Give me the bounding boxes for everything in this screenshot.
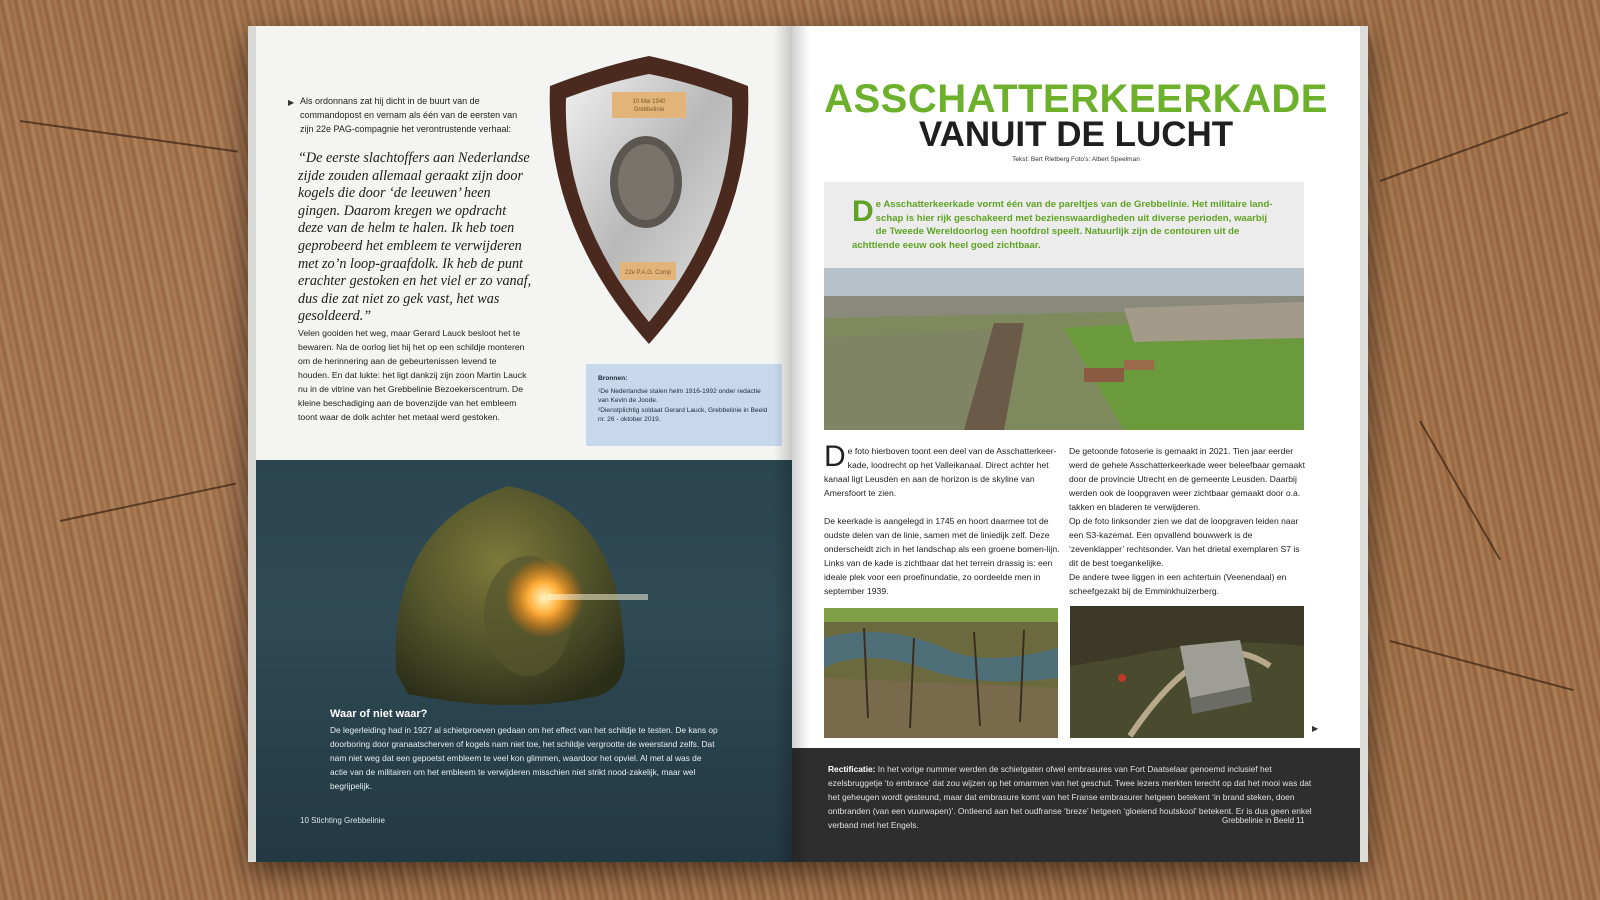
left-page <box>248 26 792 862</box>
wood-crack <box>1390 640 1574 691</box>
bullet-triangle-icon: ▶ <box>288 98 295 107</box>
title-line-2: VANUIT DE LUCHT <box>918 115 1234 154</box>
magazine-spread <box>248 26 1368 862</box>
helmet-image <box>368 466 648 726</box>
right-page <box>792 26 1368 862</box>
page-number-left: 10 Stichting Grebbelinie <box>300 816 385 825</box>
title-line-1: ASSCHATTERKEERKADE <box>824 77 1328 121</box>
sources-heading: Bronnen: <box>598 375 628 382</box>
column-a-paragraph-2: De keerkade is aangelegd in 1745 en hoort daarmee tot de oudste delen van de linie, samen met de liniedijk zelf. Deze onderscheidt zich in het landschap als een groene bomen-lijn. Links van de kade is zichtbaar dat het terrein drassig is: een ideale plek voor een proefinundatie, zo oordeelde men in september 1939. <box>824 516 1060 596</box>
svg-text:22e P.A.G. Comp: 22e P.A.G. Comp <box>624 270 672 276</box>
column-b <box>1069 444 1305 598</box>
rectification-text: Rectificatie: In het vorige nummer werden de schietgaten ofwel embrasures van Fort Daatselaar genoemd inclusief het ezelsbruggetje ‘to embrace’ dat zou wijzen op het omarmen van het geschut. Twee lezers merkten terecht op dat het mooi was dat het geheugen wordt gesteund, maar dat embrasure komt van het Franse embrasurer hetgeen betekent ‘in brand steken, doen ontbranden (van een vuurwapen)’. Ontleend aan het oudfranse ‘breze’ hetgeen ‘gloeiend houtskool’ betekent. Er is dus geen enkel verband met het Engels. <box>828 764 1312 830</box>
svg-text:Grebbelinie: Grebbelinie <box>633 107 665 113</box>
continue-arrow-icon: ▶ <box>1312 724 1319 733</box>
bunker-photo <box>1070 606 1304 738</box>
shield-plaque-image <box>542 56 756 348</box>
svg-text:10 Mei 1940: 10 Mei 1940 <box>632 99 666 105</box>
column-b-paragraph-2: Op de foto linksonder zien we dat de loopgraven leiden naar een S3-kazemat. Een opvallend bouwwerk is de ‘zevenklapper’ rechtsonder. Van het drietal exemplaren S7 is dit de best toegankelijke. <box>1069 516 1300 568</box>
aerial-photo <box>824 268 1304 430</box>
sources-box <box>586 364 782 446</box>
wood-crack <box>1380 112 1569 182</box>
column-b-paragraph-3: De andere twee liggen in een achtertuin (Veenendaal) en scheefgezakt bij de Emminkhuizerberg. <box>1069 572 1287 596</box>
page-number-right: Grebbelinie in Beeld 11 <box>1222 816 1305 825</box>
wood-crack <box>1419 421 1501 561</box>
column-b-paragraph-1: De getoonde fotoserie is gemaakt in 2021. Tien jaar eerder werd de gehele Asschatterkeerkade weer beleefbaar gemaakt door de provincie Utrecht en de gemeente Leusden. Daarbij werden ook de loopgraven weer zichtbaar gemaakt door o.a. takken en bladeren te verwijderen. <box>1069 446 1305 512</box>
credit-line: Tekst: Bert Rietberg Foto's: Albert Speelman <box>1012 156 1140 163</box>
source-item: ¹De Nederlandse stalen helm 1916-1992 onder redactie van Kevin de Joode. <box>598 387 761 405</box>
wood-crack <box>20 120 238 153</box>
intro-paragraph: ▶ Als ordonnans zat hij dicht in de buurt van de commandopost en vernam als één van de eersten van zijn 22e PAG-compagnie het verontrustende verhaal: <box>288 96 518 134</box>
box-title: Waar of niet waar? <box>330 708 428 720</box>
lead-paragraph: D e Asschatterkeerkade vormt één van de pareltjes van de Grebbelinie. Het militaire land-schap is hier rijk geschakeerd met bezienswaardigheden uit diverse perioden, waarbij de Tweede Wereldoorlog een hoofdrol speelt. Natuurlijk zijn de contouren uit de achttiende eeuw ook heel goed zichtbaar. <box>824 182 1304 278</box>
wood-crack <box>60 483 236 522</box>
body-paragraph: Velen gooiden het weg, maar Gerard Lauck besloot het te bewaren. Na de oorlog liet hij het op een schildje monteren om de herinnering aan de gebeurtenissen levend te houden. En dat lukte: het ligt dankzij zijn zoon Martin Lauck nu in de vitrine van het Grebbelinie Bezoekerscentrum. De kleine beschadiging aan de bovenzijde van het embleem toont waar de dolk achter het metaal werd gestoken. <box>298 328 527 422</box>
column-a: D e foto hierboven toont een deel van de Asschatterkeer-kade, loodrecht op het Valleikanaal. Direct achter het kanaal ligt Leusden en aan de horizon is de skyline van Amersfoort te zien. De keerkade is aangelegd in 1745 en hoort daarmee tot de oudste delen van de linie, samen met de liniedijk zelf. Deze onderscheidt zich in het landschap als een groene bomen-lijn. Links van de kade is zichtbaar dat het terrein drassig is: een ideale plek voor een proefinundatie, zo oordeelde men in september 1939. <box>824 440 1060 596</box>
drop-cap: D <box>824 440 846 473</box>
drop-cap: D <box>852 195 874 228</box>
trench-photo <box>824 608 1058 738</box>
box-text: De legerleiding had in 1927 al schietproeven gedaan om het effect van het schildje te testen. De kans op doorboring door granaatscherven of kogels nam niet toe, het schildje vergrootte de weerstand zelfs. Dat nam niet weg dat een gepoetst embleem te veel kon glimmen, waardoor het opviel. Al met al was de actie van de militairen om het embleem te verwijderen misschien niet strikt nood-zakelijk, maar wel begrijpelijk. <box>330 725 718 791</box>
source-item: ²Dienstplichtig soldaat Gerard Lauck, Grebbelinie in Beeld nr. 26 - oktober 2019. <box>598 406 768 424</box>
quote-text: “De eerste slachtoffers aan Nederlandse zijde zouden allemaal geraakt zijn door kogels die door ‘de leeuwen’ heen gingen. Daarom kregen we opdracht deze van de helm te halen. Ik heb toen geprobeerd het embleem te verwijderen met zo’n loop-graafdolk. Ik heb de punt erachter gestoken en het viel er zo vanaf, dus die zat niet zo gek vast, het was gesoldeerd.” <box>298 150 532 325</box>
